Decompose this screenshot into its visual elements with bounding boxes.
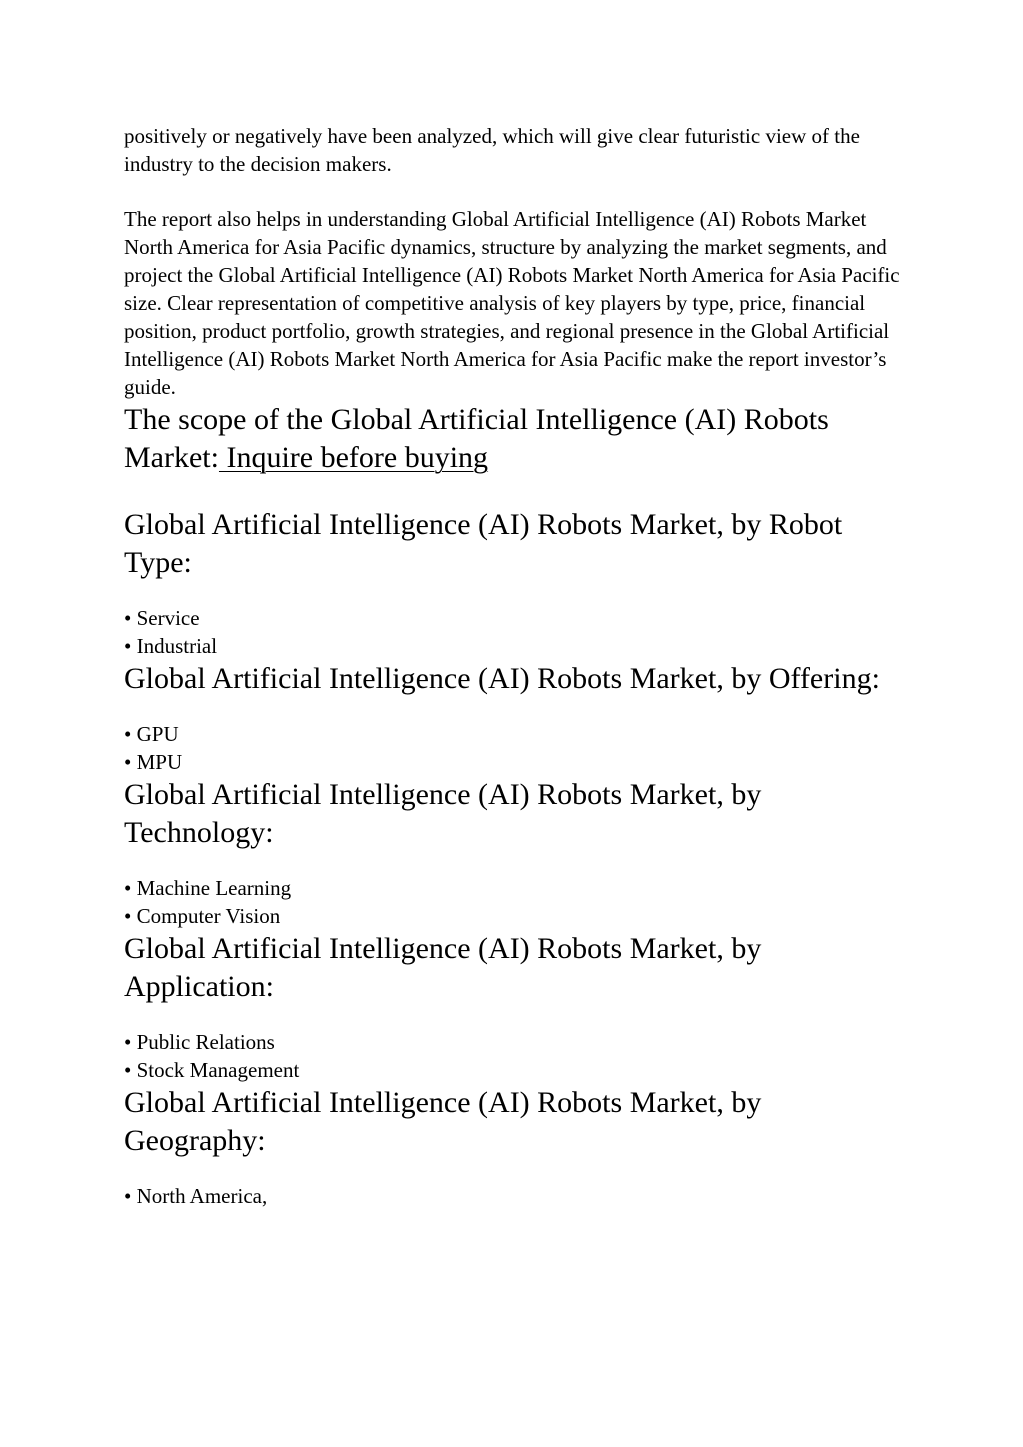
section-heading: Global Artificial Intelligence (AI) Robots Market, by Offering:: [124, 662, 880, 695]
list-item: • North America,: [124, 1184, 268, 1208]
section-heading: Global Artificial Intelligence (AI) Robots Market, by Robot Type:: [124, 508, 843, 579]
section-application: [124, 930, 904, 1084]
list-item: • Industrial: [124, 634, 218, 658]
list-item: • MPU: [124, 750, 183, 774]
intro-paragraph: positively or negatively have been analyzed, which will give clear futuristic view of the industry to the decision makers.: [124, 124, 860, 176]
document-page: [124, 122, 904, 1210]
section-heading: Global Artificial Intelligence (AI) Robots Market, by Application:: [124, 932, 762, 1003]
list-item: • Computer Vision: [124, 904, 281, 928]
section-robot-type: [124, 506, 904, 660]
list-item: • Service: [124, 606, 200, 630]
list-item: • Machine Learning: [124, 876, 292, 900]
section-list: [124, 1028, 904, 1084]
scope-heading-text: The scope of the Global Artificial Intelligence (AI) Robots Market:: [124, 403, 829, 474]
section-geography: [124, 1084, 904, 1210]
list-item: • Stock Management: [124, 1058, 300, 1082]
section-heading: Global Artificial Intelligence (AI) Robots Market, by Technology:: [124, 778, 762, 849]
scope-heading: [124, 401, 904, 477]
section-list: [124, 1182, 904, 1210]
list-item: • GPU: [124, 722, 179, 746]
list-item: • Public Relations: [124, 1030, 275, 1054]
section-technology: [124, 776, 904, 930]
section-list: [124, 604, 904, 660]
section-heading: Global Artificial Intelligence (AI) Robots Market, by Geography:: [124, 1086, 762, 1157]
report-overview-paragraph: The report also helps in understanding Global Artificial Intelligence (AI) Robots Market North America for Asia Pacific dynamics, structure by analyzing the market segments, and project the Global Artificial Intelligence (AI) Robots Market North America for Asia Pacific size. Clear representation of competitive analysis of key players by type, price, financial position, product portfolio, growth strategies, and regional presence in the Global Artificial Intelligence (AI) Robots Market North America for Asia Pacific make the report investor’s guide.: [124, 207, 900, 399]
inquire-before-buying-link[interactable]: Inquire before buying: [218, 441, 489, 474]
section-offering: [124, 660, 904, 776]
section-list: [124, 720, 904, 776]
section-list: [124, 874, 904, 930]
